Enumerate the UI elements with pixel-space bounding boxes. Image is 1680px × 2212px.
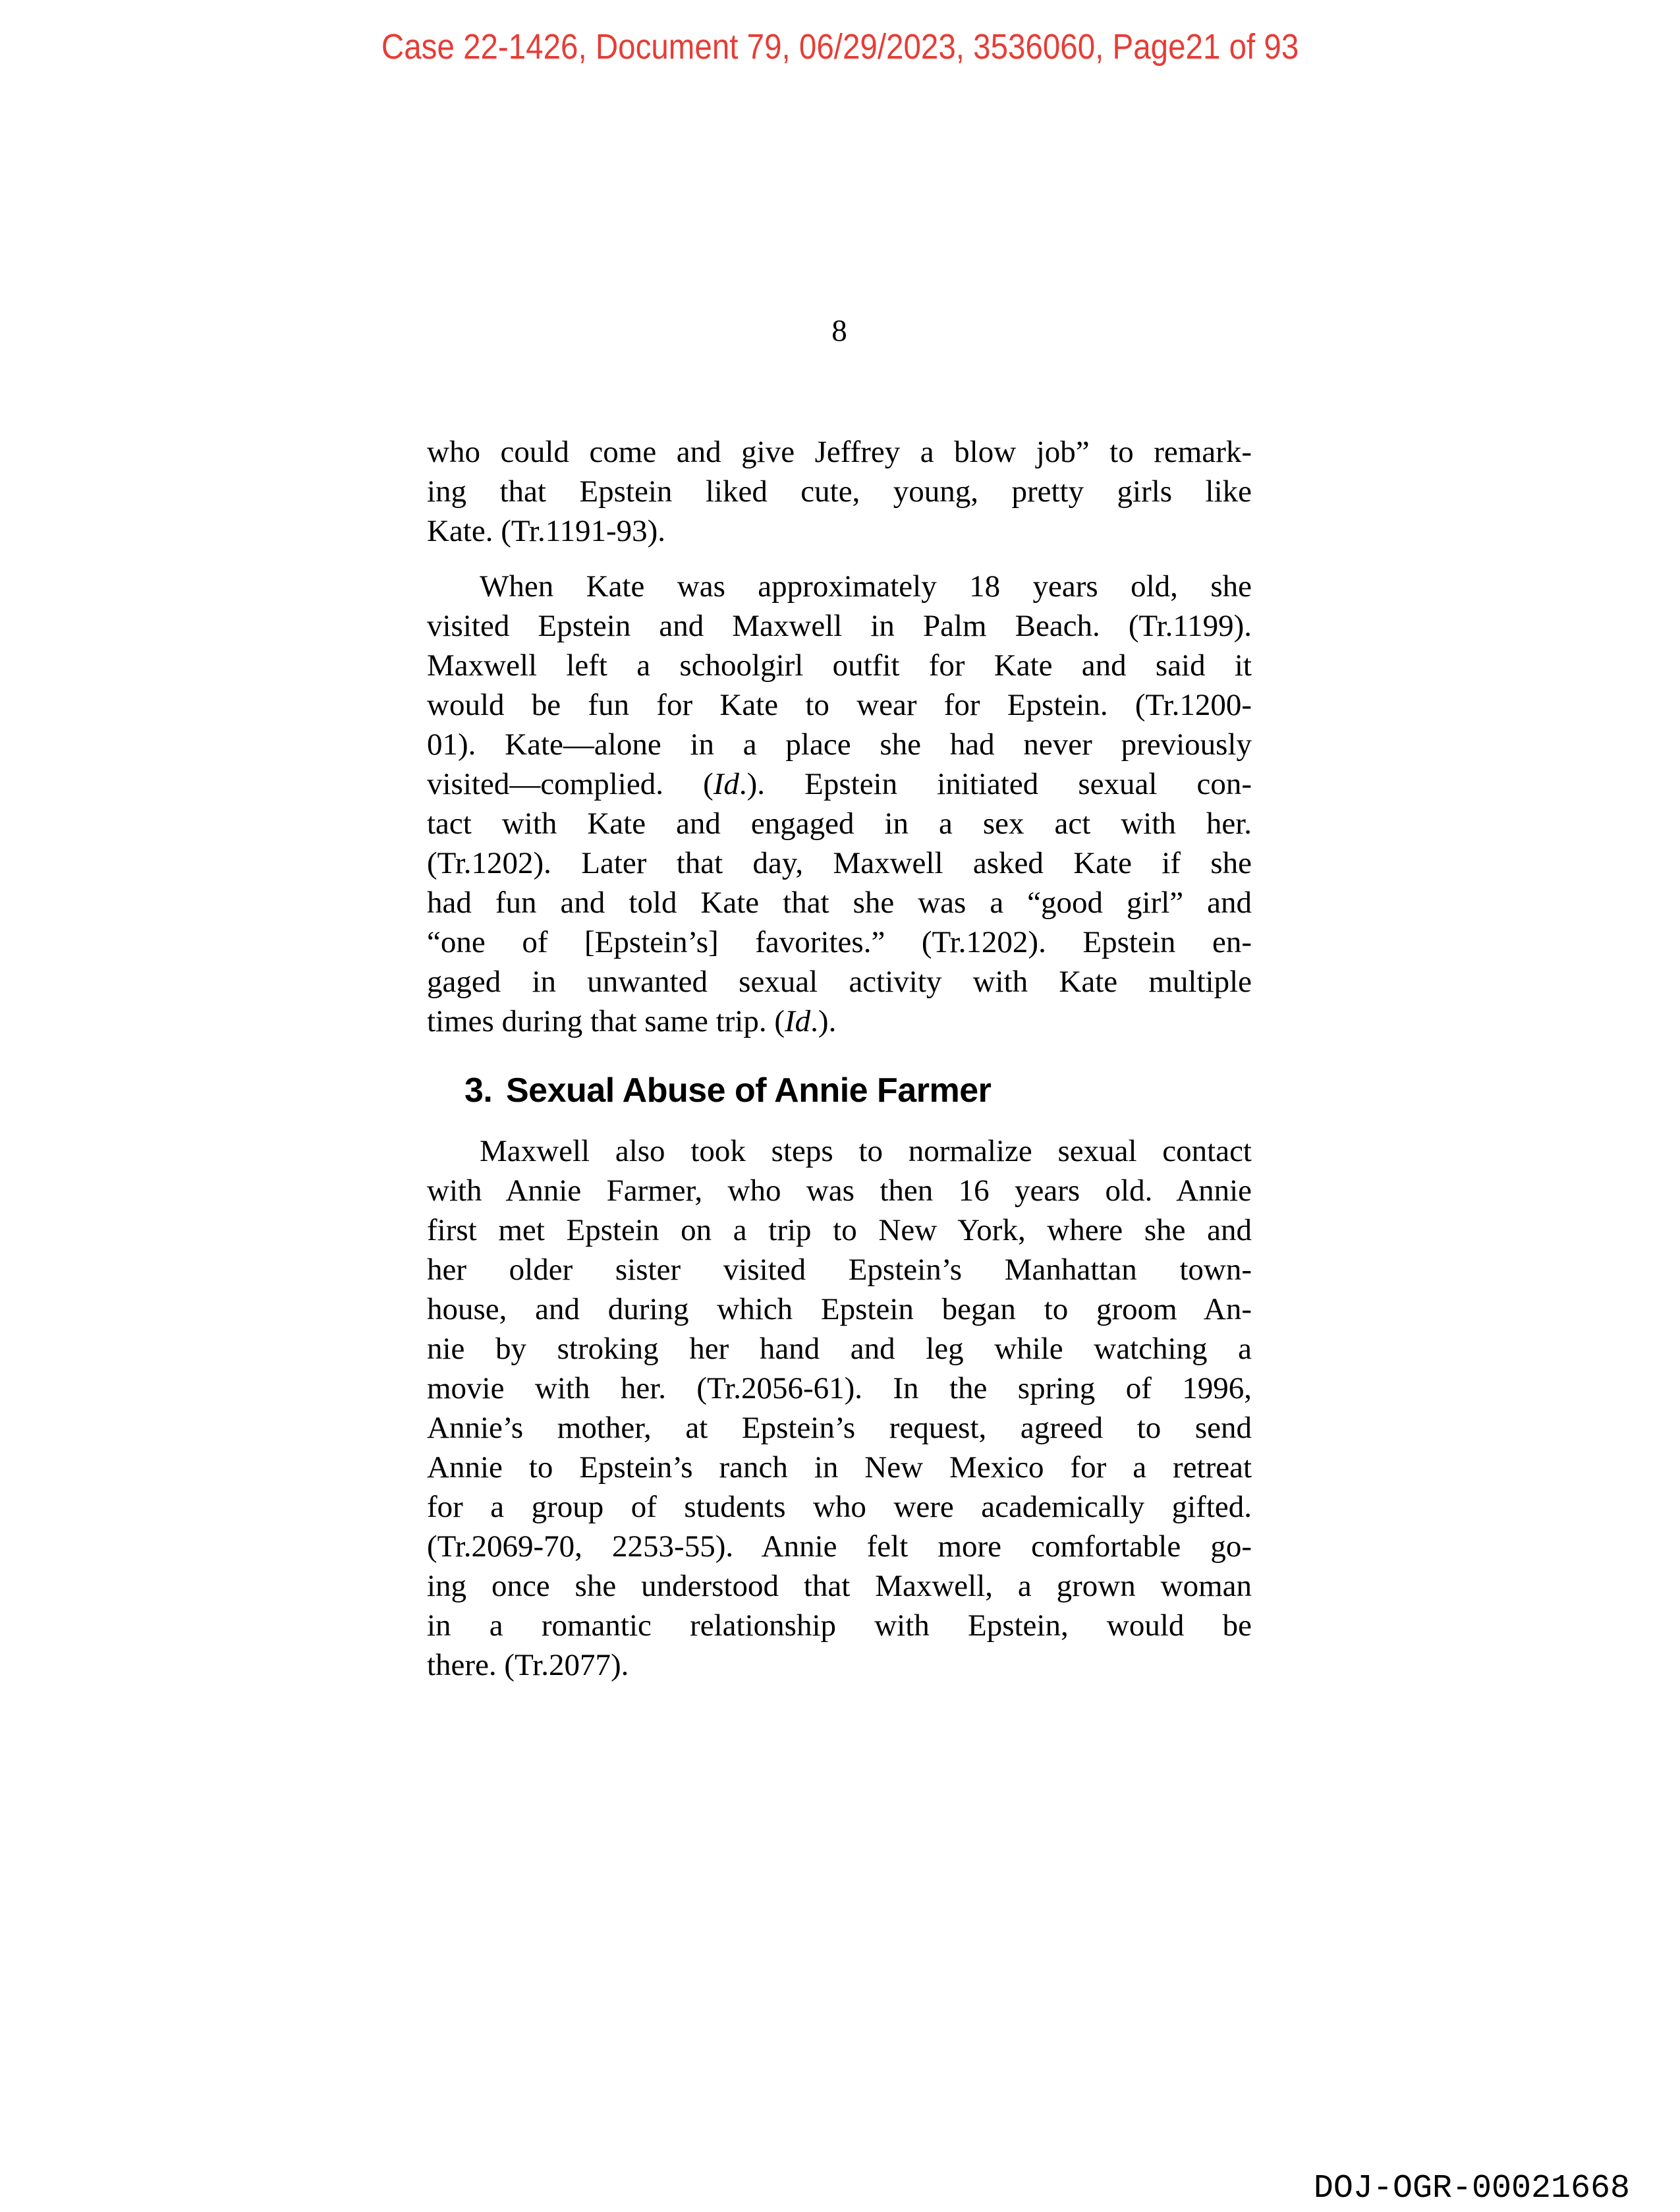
body-line: visited—complied. (Id.). Epstein initiated sexual con- (427, 767, 1252, 801)
body-line: in a romantic relationship with Epstein, would be (427, 1608, 1252, 1643)
body-line: who could come and give Jeffrey a blow job” to remark- (427, 435, 1252, 469)
body-line: for a group of students who were academically gifted. (427, 1490, 1252, 1524)
body-line: nie by stroking her hand and leg while watching a (427, 1332, 1252, 1366)
case-stamp-header (0, 28, 1680, 66)
body-line: Maxwell left a schoolgirl outfit for Kate and said it (427, 648, 1252, 683)
body-line: there. (Tr.2077). (427, 1648, 629, 1682)
body-line: (Tr.2069-70, 2253-55). Annie felt more comfortable go- (427, 1529, 1252, 1564)
body-line: times during that same trip. (Id.). (427, 1004, 837, 1038)
italic-citation: Id (785, 1004, 811, 1038)
body-line: with Annie Farmer, who was then 16 years old. Annie (427, 1174, 1252, 1208)
body-line: Annie’s mother, at Epstein’s request, agreed to send (427, 1411, 1252, 1445)
body-line: first met Epstein on a trip to New York, where she and (427, 1213, 1252, 1247)
body-line: movie with her. (Tr.2056-61). In the spring of 1996, (427, 1371, 1252, 1405)
paragraph (427, 432, 1252, 551)
body-content (427, 432, 1252, 1685)
body-line: ing that Epstein liked cute, young, pretty girls like (427, 474, 1252, 509)
body-line: Kate. (Tr.1191-93). (427, 514, 666, 548)
body-line: ing once she understood that Maxwell, a grown woman (427, 1569, 1252, 1603)
section-heading (464, 1071, 1252, 1110)
bates-number: DOJ-OGR-00021668 (1313, 2170, 1630, 2207)
body-line: tact with Kate and engaged in a sex act with her. (427, 807, 1252, 841)
body-line: would be fun for Kate to wear for Epstein. (Tr.1200- (427, 688, 1252, 722)
body-line: (Tr.1202). Later that day, Maxwell asked Kate if she (427, 846, 1252, 880)
body-line: visited Epstein and Maxwell in Palm Beach. (Tr.1199). (427, 609, 1252, 643)
body-line: Maxwell also took steps to normalize sexual contact (480, 1134, 1252, 1168)
paragraph (427, 1131, 1252, 1685)
body-line: house, and during which Epstein began to groom An- (427, 1292, 1252, 1326)
body-line: had fun and told Kate that she was a “good girl” and (427, 886, 1252, 920)
body-line: “one of [Epstein’s] favorites.” (Tr.1202). Epstein en- (427, 925, 1252, 959)
heading-number: 3. (464, 1071, 493, 1110)
paragraph (427, 567, 1252, 1041)
body-line: gaged in unwanted sexual activity with Kate multiple (427, 965, 1252, 999)
body-line: her older sister visited Epstein’s Manhattan town- (427, 1253, 1252, 1287)
body-line: When Kate was approximately 18 years old, she (480, 569, 1252, 604)
page-number: 8 (831, 314, 847, 348)
body-line: 01). Kate—alone in a place she had never previously (427, 727, 1252, 762)
heading-title: Sexual Abuse of Annie Farmer (506, 1071, 992, 1110)
case-stamp-text: Case 22-1426, Document 79, 06/29/2023, 3536060, Page21 of 93 (381, 27, 1299, 67)
body-line: Annie to Epstein’s ranch in New Mexico for a retreat (427, 1450, 1252, 1485)
italic-citation: Id (713, 767, 739, 801)
